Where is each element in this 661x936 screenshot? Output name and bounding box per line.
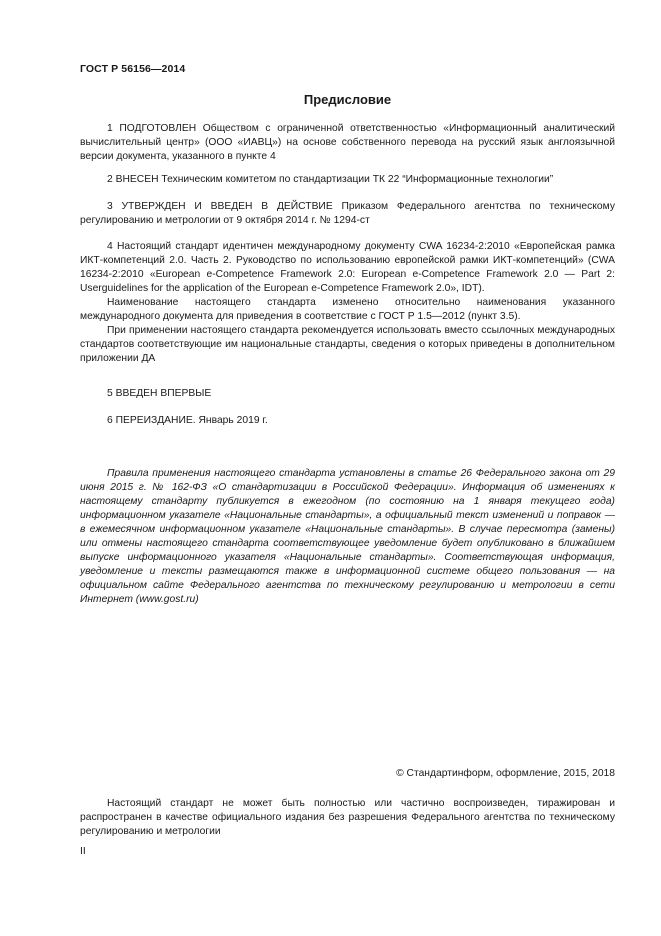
standard-code: ГОСТ Р 56156—2014 (80, 63, 186, 75)
page-number: II (80, 846, 86, 857)
item-2 (80, 173, 615, 187)
item-1-text: 1 ПОДГОТОВЛЕН Обществом с ограниченной ответственностью «Информационный аналитический вычислительный центр» (ООО «ИАВЦ») на основе собственного перевода на русский язык англоязычной версии документа, указанного в пункте 4 (80, 123, 615, 162)
item-6 (80, 414, 615, 428)
item-1 (80, 122, 615, 164)
item-6-text: 6 ПЕРЕИЗДАНИЕ. Январь 2019 г. (107, 415, 268, 426)
item-3-text: 3 УТВЕРЖДЕН И ВВЕДЕН В ДЕЙСТВИЕ Приказом Федерального агентства по техническому регулированию и метрологии от 9 октября 2014 г. № 1294-ст (80, 201, 615, 226)
item-5-text: 5 ВВЕДЕН ВПЕРВЫЕ (107, 388, 212, 399)
item-5 (80, 387, 615, 401)
item-2-text: 2 ВНЕСЕН Техническим комитетом по стандартизации ТК 22 “Информационные технологии” (107, 174, 554, 185)
copyright-line: © Стандартинформ, оформление, 2015, 2018 (396, 768, 615, 779)
item-3 (80, 200, 615, 228)
item-4-text: 4 Настоящий стандарт идентичен международному документу CWA 16234-2:2010 «Европейская рамка ИКТ-компетенций 2.0. Часть 2. Руководство по использованию европейской рамки ИКТ-компетенций» (CWA 16234-2:2010 «European e-Competence Framework 2.0: European e-Competence Framework 2.0 — Part 2: Userguidelines for the application of the European e-Competence Framework 2.0», IDT). (80, 241, 615, 294)
item-4 (80, 240, 615, 366)
reproduction-notice: Настоящий стандарт не может быть полностью или частично воспроизведен, тиражирован и распространен в качестве официального издания без разрешения Федерального агентства по техническому регулированию и метрологии (80, 798, 615, 837)
item-4-note-usage: При применении настоящего стандарта рекомендуется использовать вместо ссылочных международных стандартов соответствующие им национальные стандарты, сведения о которых приведены в дополнительном приложении ДА (80, 325, 615, 364)
page-title: Предисловие (303, 92, 392, 107)
standard-notice: Правила применения настоящего стандарта установлены в статье 26 Федерального закона от 29 июня 2015 г. № 162-ФЗ «О стандартизации в Российской Федерации». Информация об изменениях к настоящему стандарту публикуется в ежегодном (по состоянию на 1 января текущего года) информационном указателе «Национальные стандарты», а официальный текст изменений и поправок — в ежемесячном информационном указателе «Национальные стандарты». В случае пересмотра (замены) или отмены настоящего стандарта соответствующее уведомление будет опубликовано в ближайшем выпуске информационного указателя «Национальные стандарты». Соответствующая информация, уведомление и тексты размещаются также в информационной системе общего пользования — на официальном сайте Федерального агентства по техническому регулированию и метрологии в сети Интернет (www.gost.ru) (80, 468, 615, 605)
item-4-note-name: Наименование настоящего стандарта изменено относительно наименования указанного международного документа для приведения в соответствие с ГОСТ Р 1.5—2012 (пункт 3.5). (80, 297, 615, 322)
